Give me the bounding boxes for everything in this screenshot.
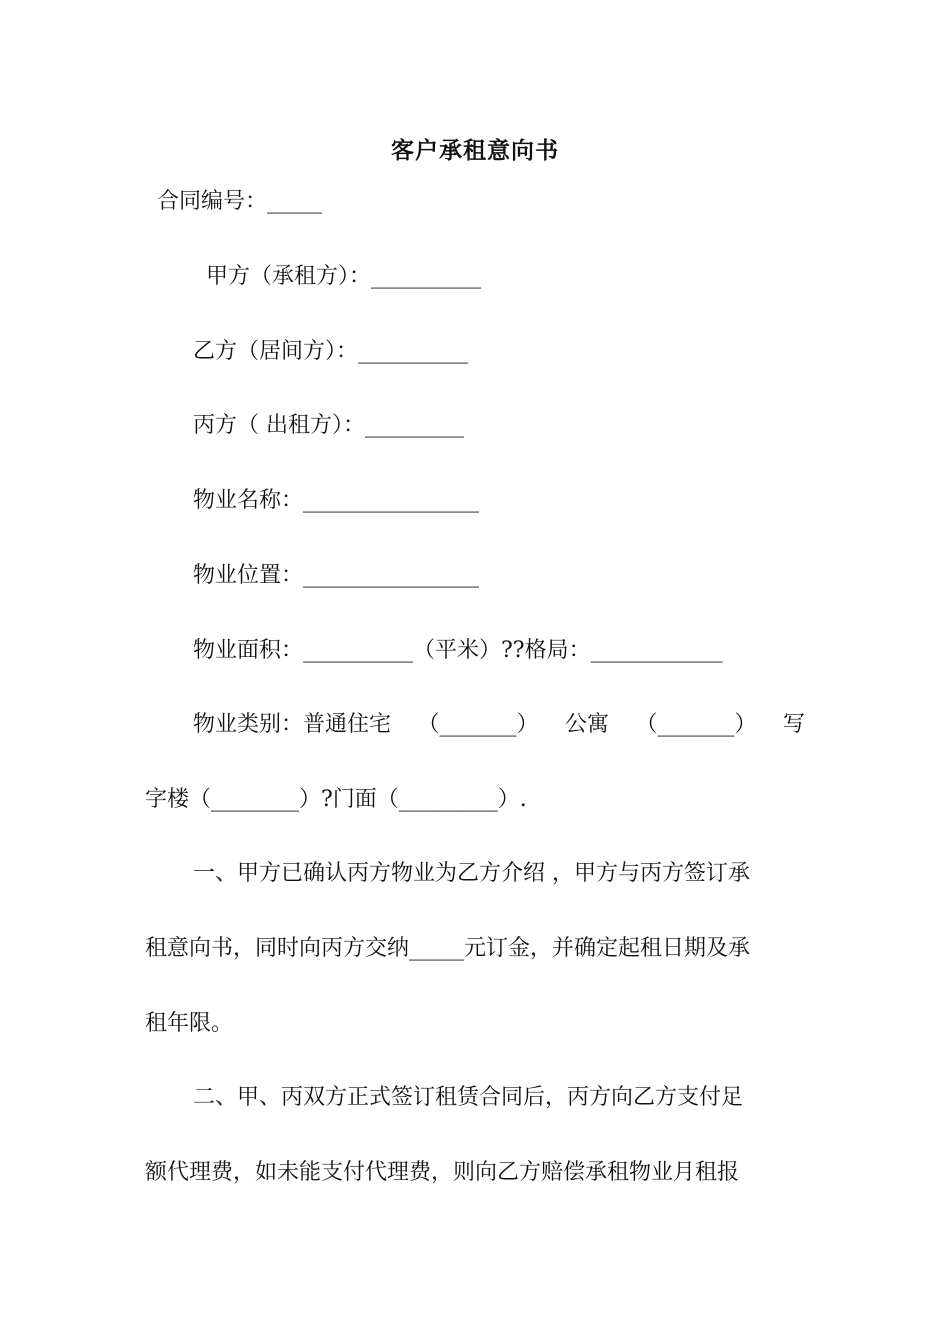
- property-area-line: 物业面积：__________（平米）??格局：____________: [193, 638, 723, 663]
- clause-2-line-1: 二、甲、丙双方正式签订租赁合同后，丙方向乙方支付足: [193, 1085, 744, 1110]
- document-title: 客户承租意向书: [391, 137, 559, 164]
- clause-2-line-2: 额代理费，如未能支付代理费，则向乙方赔偿承租物业月租报: [145, 1160, 740, 1185]
- property-type-label: 物业类别：普通住宅: [193, 712, 392, 737]
- property-location-line: 物业位置：________________: [193, 563, 480, 588]
- apartment-blank: （_______）: [635, 712, 757, 737]
- contract-number-line: 合同编号：_____: [157, 189, 323, 214]
- residence-blank: （_______）: [417, 712, 539, 737]
- office-label-start: 写: [782, 712, 805, 737]
- clause-1-line-3: 租年限。: [145, 1011, 234, 1036]
- property-type-line: [193, 710, 805, 740]
- clause-1-line-1: 一、甲方已确认丙方物业为乙方介绍 ，甲方与丙方签订承: [193, 861, 750, 886]
- party-a-line: 甲方（承租方）：__________: [206, 264, 482, 289]
- property-name-line: 物业名称：________________: [193, 488, 480, 513]
- party-b-line: 乙方（居间方）：__________: [193, 339, 469, 364]
- party-c-line: 丙方（ 出租方）：_________: [193, 413, 464, 438]
- clause-1-line-2: 租意向书，同时向丙方交纳_____元订金，并确定起租日期及承: [145, 936, 751, 961]
- apartment-label: 公寓: [564, 712, 609, 737]
- property-type-line-2: 字楼（________）?门面（_________）.: [145, 787, 527, 812]
